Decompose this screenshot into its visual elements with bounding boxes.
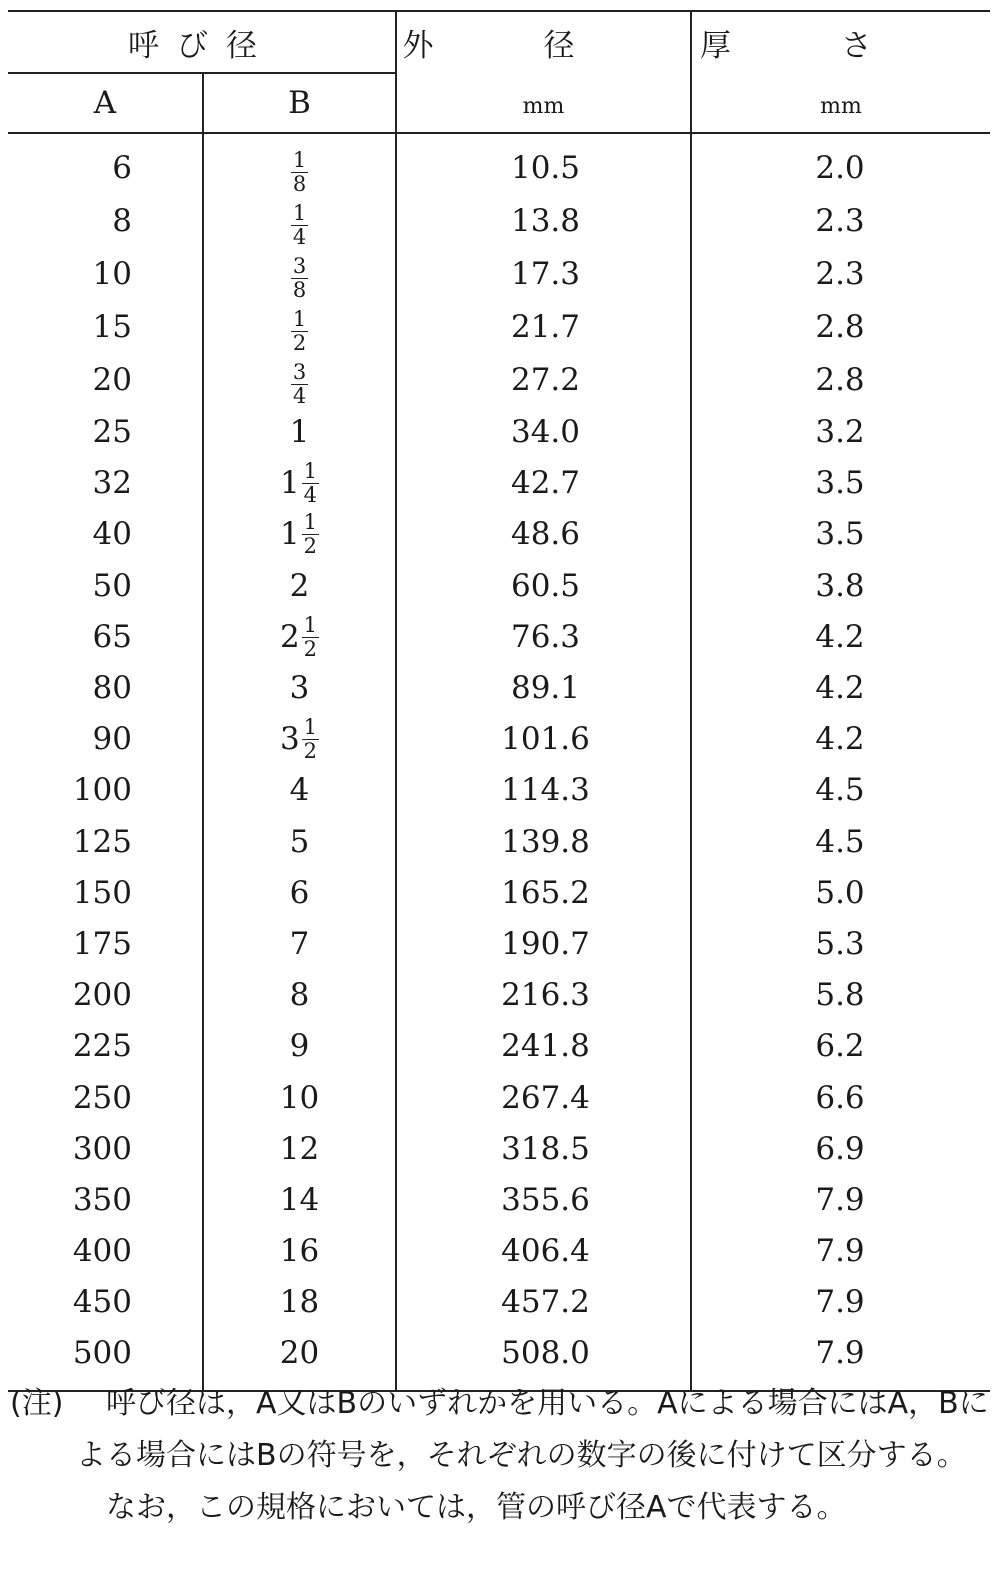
cell-outer-diameter: 190.7 (396, 919, 691, 970)
cell-nominal-a (8, 1175, 203, 1226)
table-row (8, 1226, 990, 1277)
value-nominal-a: 6 (112, 150, 132, 186)
value-nominal-b-fraction (291, 309, 308, 354)
table-row (8, 301, 990, 354)
cell-thickness: 7.9 (815, 1284, 865, 1321)
value-nominal-b (279, 1079, 320, 1116)
cell-nominal-a (8, 195, 203, 248)
cell-thickness: 4.2 (815, 670, 865, 707)
cell-outer-diameter: 114.3 (396, 765, 691, 816)
table-row (8, 458, 990, 509)
value-nominal-b (289, 670, 310, 707)
cell-thickness: 6.6 (815, 1079, 865, 1116)
table-row (8, 354, 990, 407)
table-row (8, 1124, 990, 1175)
cell-nominal-b (203, 714, 396, 765)
table-row (8, 663, 990, 714)
table-row (8, 1175, 990, 1226)
cell-thickness: 6.2 (815, 1028, 865, 1065)
cell-outer-diameter: 165.2 (396, 868, 691, 919)
table-row (8, 1277, 990, 1328)
value-nominal-a: 175 (72, 925, 132, 962)
value-nominal-a: 450 (72, 1284, 132, 1321)
value-nominal-b (291, 362, 308, 407)
cell-nominal-b (203, 1175, 396, 1226)
value-nominal-b (291, 150, 308, 195)
cell-thickness: 5.0 (815, 874, 865, 911)
cell-outer-diameter: 101.6 (396, 714, 691, 765)
cell-nominal-a (8, 133, 203, 195)
value-nominal-b (289, 977, 310, 1014)
cell-thickness: 4.2 (815, 618, 865, 655)
value-nominal-b (280, 461, 319, 506)
cell-nominal-a (8, 1226, 203, 1277)
cell-outer-diameter: 508.0 (396, 1328, 691, 1390)
cell-thickness: 3.5 (815, 465, 865, 502)
cell-outer-diameter: 139.8 (396, 817, 691, 868)
table-row (8, 817, 990, 868)
cell-nominal-a (8, 407, 203, 458)
fraction-numerator: 3 (292, 254, 307, 278)
value-nominal-a: 20 (92, 362, 132, 398)
header-thickness: 厚さ (700, 28, 982, 64)
value-nominal-b-whole: 4 (289, 772, 310, 809)
cell-nominal-a (8, 301, 203, 354)
cell-nominal-b (203, 561, 396, 612)
note-label: (注) (10, 1386, 64, 1421)
fraction-numerator: 1 (292, 148, 307, 172)
value-nominal-a: 225 (72, 1028, 132, 1065)
value-nominal-b-fraction (302, 612, 319, 661)
cell-nominal-b (203, 765, 396, 816)
cell-nominal-a (8, 817, 203, 868)
cell-thickness: 3.8 (815, 567, 865, 604)
value-nominal-b-whole: 16 (279, 1233, 320, 1270)
cell-nominal-a (8, 612, 203, 663)
table-row (8, 970, 990, 1021)
cell-nominal-b (203, 1226, 396, 1277)
header-unit-thickness: mm (820, 93, 862, 119)
cell-outer-diameter: 216.3 (396, 970, 691, 1021)
cell-thickness: 2.8 (815, 362, 865, 398)
cell-thickness: 4.2 (815, 721, 865, 758)
cell-thickness: 2.3 (815, 256, 865, 292)
cell-thickness: 5.8 (815, 977, 865, 1014)
cell-outer-diameter: 34.0 (396, 407, 691, 458)
value-nominal-a: 350 (72, 1181, 132, 1218)
cell-nominal-b (203, 248, 396, 301)
value-nominal-b-whole: 12 (279, 1130, 320, 1167)
cell-outer-diameter: 60.5 (396, 561, 691, 612)
value-nominal-b-fraction (302, 717, 319, 762)
value-nominal-a: 300 (72, 1130, 132, 1167)
note-extra-text: なお，この規格においては，管の呼び径Aで代表する。 (106, 1490, 847, 1525)
cell-thickness: 4.5 (815, 823, 865, 860)
cell-nominal-a (8, 248, 203, 301)
cell-nominal-a (8, 354, 203, 407)
value-nominal-a: 500 (72, 1335, 132, 1372)
cell-nominal-b (203, 301, 396, 354)
value-nominal-a: 90 (92, 721, 132, 758)
fraction-numerator: 1 (292, 201, 307, 225)
note-paragraph (10, 1378, 990, 1482)
cell-outer-diameter: 48.6 (396, 509, 691, 560)
cell-nominal-a (8, 868, 203, 919)
table-row (8, 612, 990, 663)
value-nominal-b (291, 256, 308, 301)
header-outer-diameter: 外径 (396, 11, 691, 73)
pipe-dimension-table-container (8, 10, 990, 1392)
value-nominal-b-whole: 2 (289, 567, 310, 604)
value-nominal-b (289, 925, 310, 962)
value-nominal-b (289, 772, 310, 809)
cell-nominal-a (8, 919, 203, 970)
cell-outer-diameter: 89.1 (396, 663, 691, 714)
fraction-denominator: 8 (292, 278, 307, 302)
cell-nominal-b (203, 663, 396, 714)
fraction-numerator: 1 (303, 510, 318, 535)
value-nominal-b (279, 1284, 320, 1321)
value-nominal-b-whole: 1 (289, 414, 310, 451)
value-nominal-b-whole: 6 (289, 874, 310, 911)
value-nominal-b (291, 309, 308, 354)
cell-nominal-a (8, 765, 203, 816)
value-nominal-b (280, 717, 319, 762)
fraction-denominator: 4 (292, 384, 307, 408)
cell-thickness: 7.9 (691, 1328, 990, 1390)
cell-outer-diameter: 42.7 (396, 458, 691, 509)
value-nominal-b (291, 203, 308, 248)
cell-nominal-a (8, 458, 203, 509)
value-nominal-b-fraction (291, 150, 308, 195)
fraction-numerator: 1 (303, 612, 318, 637)
value-nominal-b-whole: 3 (289, 670, 310, 707)
value-nominal-b-fraction (291, 362, 308, 407)
value-nominal-b (279, 1233, 320, 1270)
cell-nominal-a (8, 1277, 203, 1328)
value-nominal-b-whole: 1 (279, 516, 300, 553)
value-nominal-a: 100 (72, 772, 132, 809)
table-row (8, 509, 990, 560)
value-nominal-b-whole: 2 (279, 618, 300, 655)
value-nominal-a: 150 (72, 874, 132, 911)
fraction-numerator: 3 (292, 360, 307, 384)
cell-outer-diameter: 21.7 (396, 301, 691, 354)
cell-outer-diameter: 406.4 (396, 1226, 691, 1277)
value-nominal-b-whole: 8 (289, 977, 310, 1014)
value-nominal-b (279, 1181, 320, 1218)
cell-nominal-a (8, 714, 203, 765)
cell-nominal-b (203, 868, 396, 919)
value-nominal-a: 25 (92, 414, 132, 451)
cell-thickness: 7.9 (815, 1181, 865, 1218)
cell-nominal-a (8, 970, 203, 1021)
cell-nominal-a (8, 1124, 203, 1175)
cell-nominal-a (8, 1072, 203, 1123)
cell-outer-diameter: 241.8 (396, 1021, 691, 1072)
value-nominal-b-whole: 14 (279, 1181, 320, 1218)
fraction-denominator: 2 (303, 636, 318, 661)
fraction-denominator: 2 (303, 534, 318, 559)
note-text: 呼び径は，A又はBのいずれかを用いる。Aによる場合にはA，Bによる場合にはBの符号を，それぞれの数字の後に付けて区分する。 (76, 1386, 989, 1473)
value-nominal-a: 400 (72, 1233, 132, 1270)
cell-outer-diameter: 27.2 (396, 354, 691, 407)
value-nominal-b-fraction (291, 203, 308, 248)
value-nominal-a: 10 (92, 256, 132, 292)
pipe-dimension-table (8, 10, 990, 1392)
value-nominal-b-fraction (291, 256, 308, 301)
cell-nominal-b (203, 817, 396, 868)
table-row (8, 765, 990, 816)
cell-nominal-b (203, 458, 396, 509)
table-row (8, 919, 990, 970)
fraction-denominator: 4 (303, 483, 318, 508)
value-nominal-a: 8 (112, 203, 132, 239)
header-unit-outer-diameter: mm (396, 73, 691, 133)
value-nominal-a: 125 (72, 823, 132, 860)
cell-thickness: 3.5 (815, 516, 865, 553)
value-nominal-b-fraction (302, 461, 319, 506)
cell-outer-diameter: 17.3 (396, 248, 691, 301)
value-nominal-b-whole: 5 (289, 823, 310, 860)
cell-outer-diameter: 267.4 (396, 1072, 691, 1123)
value-nominal-b-whole: 20 (279, 1335, 320, 1372)
value-nominal-b (289, 1028, 310, 1065)
cell-thickness: 3.2 (815, 414, 865, 451)
table-row (8, 868, 990, 919)
cell-outer-diameter: 318.5 (396, 1124, 691, 1175)
cell-nominal-b (203, 133, 396, 195)
cell-nominal-b (203, 919, 396, 970)
value-nominal-a: 50 (92, 567, 132, 604)
cell-nominal-b (203, 354, 396, 407)
cell-nominal-a (8, 1021, 203, 1072)
value-nominal-b (289, 874, 310, 911)
value-nominal-b (289, 567, 310, 604)
cell-thickness: 2.8 (815, 309, 865, 345)
cell-thickness: 6.9 (815, 1130, 865, 1167)
cell-thickness: 7.9 (815, 1233, 865, 1270)
cell-thickness: 5.3 (815, 925, 865, 962)
value-nominal-a: 65 (92, 618, 132, 655)
cell-outer-diameter: 10.5 (396, 133, 691, 195)
cell-nominal-b (203, 1021, 396, 1072)
cell-nominal-b (203, 1072, 396, 1123)
value-nominal-b (280, 512, 319, 557)
fraction-denominator: 2 (303, 739, 318, 764)
table-row (8, 1021, 990, 1072)
table-row (8, 561, 990, 612)
cell-nominal-a (8, 663, 203, 714)
value-nominal-a: 200 (72, 977, 132, 1014)
cell-thickness: 2.3 (815, 203, 865, 239)
value-nominal-b (289, 414, 310, 451)
value-nominal-b (279, 612, 319, 661)
table-row (8, 407, 990, 458)
fraction-numerator: 1 (303, 715, 318, 740)
value-nominal-a: 250 (72, 1079, 132, 1116)
fraction-numerator: 1 (292, 307, 307, 331)
cell-nominal-b (203, 1277, 396, 1328)
cell-nominal-a (8, 509, 203, 560)
value-nominal-b-whole: 1 (279, 465, 300, 502)
value-nominal-b-whole: 18 (279, 1284, 320, 1321)
cell-nominal-b (203, 1124, 396, 1175)
cell-thickness: 2.0 (815, 150, 865, 186)
table-row (8, 714, 990, 765)
cell-outer-diameter: 13.8 (396, 195, 691, 248)
cell-outer-diameter: 457.2 (396, 1277, 691, 1328)
value-nominal-b (279, 1130, 320, 1167)
cell-outer-diameter: 76.3 (396, 612, 691, 663)
value-nominal-a: 80 (92, 670, 132, 707)
table-row (8, 248, 990, 301)
cell-nominal-b (203, 195, 396, 248)
value-nominal-b-whole: 7 (289, 925, 310, 962)
cell-thickness: 4.5 (815, 772, 865, 809)
value-nominal-b-whole: 10 (279, 1079, 320, 1116)
cell-nominal-b (203, 970, 396, 1021)
value-nominal-b (279, 1335, 320, 1372)
value-nominal-b-whole: 3 (279, 721, 300, 758)
cell-nominal-b (203, 612, 396, 663)
value-nominal-b (289, 823, 310, 860)
header-col-b: B (203, 73, 396, 133)
header-nominal-diameter: 呼び径 (8, 11, 396, 73)
header-col-a: A (8, 73, 203, 133)
table-row (8, 195, 990, 248)
value-nominal-a: 40 (92, 516, 132, 553)
table-row (8, 1072, 990, 1123)
value-nominal-a: 15 (92, 309, 132, 345)
cell-nominal-b (203, 407, 396, 458)
cell-nominal-b (203, 509, 396, 560)
fraction-denominator: 8 (292, 172, 307, 196)
value-nominal-b-whole: 9 (289, 1028, 310, 1065)
table-notes (10, 1378, 990, 1534)
cell-nominal-a (8, 561, 203, 612)
value-nominal-a: 32 (92, 465, 132, 502)
table-header (8, 11, 990, 133)
value-nominal-b-fraction (302, 512, 319, 557)
cell-outer-diameter: 355.6 (396, 1175, 691, 1226)
fraction-numerator: 1 (303, 459, 318, 484)
fraction-denominator: 4 (292, 225, 307, 249)
fraction-denominator: 2 (292, 331, 307, 355)
table-body (8, 133, 990, 1391)
table-row (8, 133, 990, 195)
